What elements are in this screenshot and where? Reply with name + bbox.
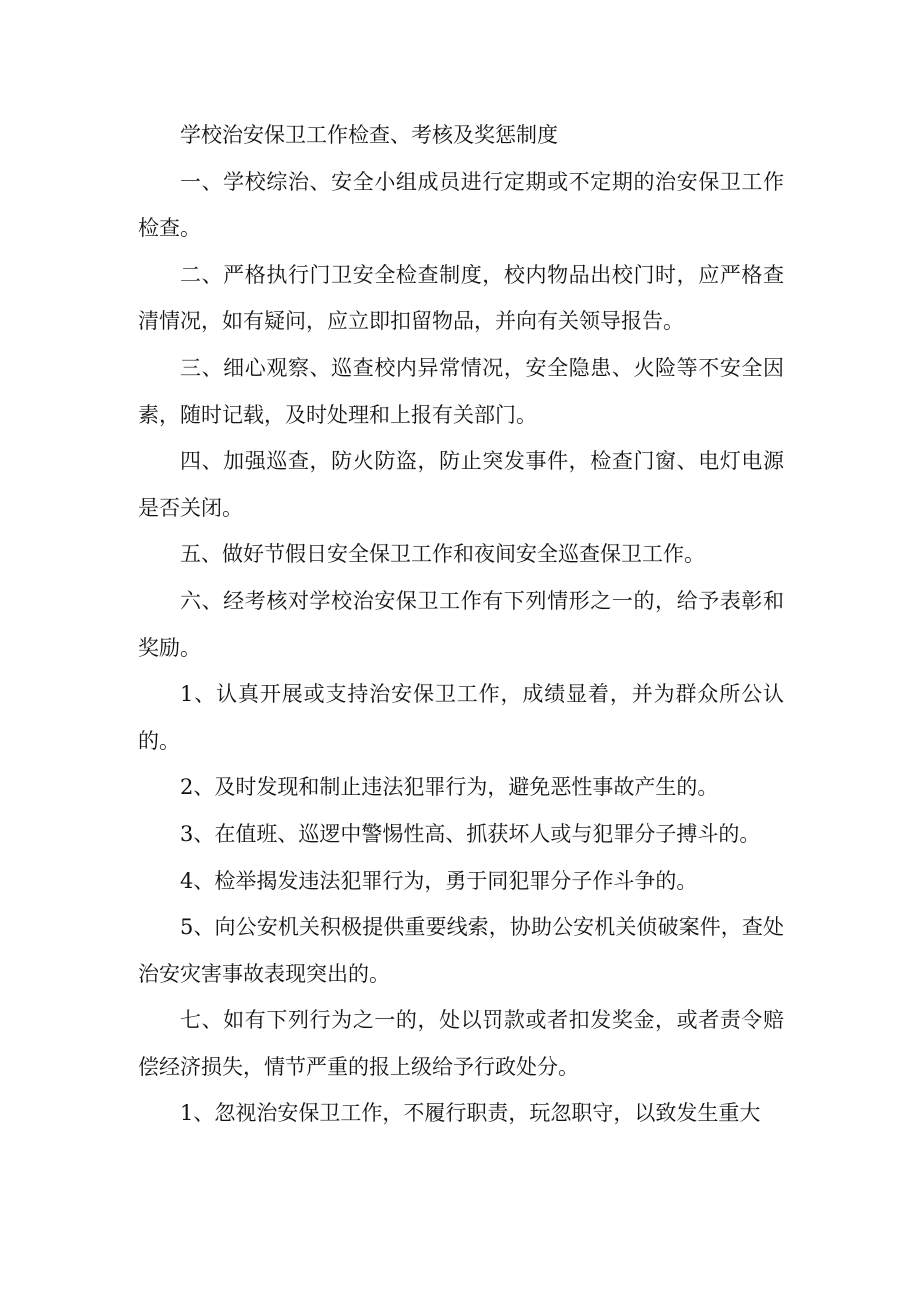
paragraph-4: 四、加强巡查，防火防盗，防止突发事件，检查门窗、电灯电源是否关闭。 bbox=[138, 449, 784, 520]
paragraph-3: 三、细心观察、巡查校内异常情况，安全隐患、火险等不安全因素，随时记载，及时处理和上报有关部门。 bbox=[138, 355, 784, 427]
reward-item-2: 2、及时发现和制止违法犯罪行为，避免恶性事故产生的。 bbox=[180, 775, 719, 800]
penalty-item-1: 1、忽视治安保卫工作，不履行职责，玩忽职守，以致发生重大 bbox=[180, 1101, 761, 1126]
document-title: 学校治安保卫工作检查、考核及奖惩制度 bbox=[180, 123, 558, 147]
paragraph-6: 六、经考核对学校治安保卫工作有下列情形之一的，给予表彰和奖励。 bbox=[138, 588, 784, 660]
reward-item-3: 3、在值班、巡逻中警惕性高、抓获坏人或与犯罪分子搏斗的。 bbox=[180, 821, 761, 846]
paragraph-1: 一、学校综治、安全小组成员进行定期或不定期的治安保卫工作检查。 bbox=[138, 169, 784, 241]
paragraph-2: 二、严格执行门卫安全检查制度，校内物品出校门时，应严格查清情况，如有疑问，应立即扣留物品，并向有关领导报告。 bbox=[138, 262, 784, 334]
reward-item-4: 4、检举揭发违法犯罪行为，勇于同犯罪分子作斗争的。 bbox=[180, 868, 698, 893]
document-body bbox=[138, 112, 784, 1137]
reward-item-5: 5、向公安机关积极提供重要线索，协助公安机关侦破案件，查处治安灾害事故表现突出的。 bbox=[138, 915, 784, 986]
paragraph-5: 五、做好节假日安全保卫工作和夜间安全巡查保卫工作。 bbox=[180, 542, 705, 567]
paragraph-7: 七、如有下列行为之一的，处以罚款或者扣发奖金，或者责令赔偿经济损失，情节严重的报上级给予行政处分。 bbox=[138, 1008, 784, 1079]
reward-item-1: 1、认真开展或支持治安保卫工作，成绩显着，并为群众所公认的。 bbox=[138, 682, 784, 753]
